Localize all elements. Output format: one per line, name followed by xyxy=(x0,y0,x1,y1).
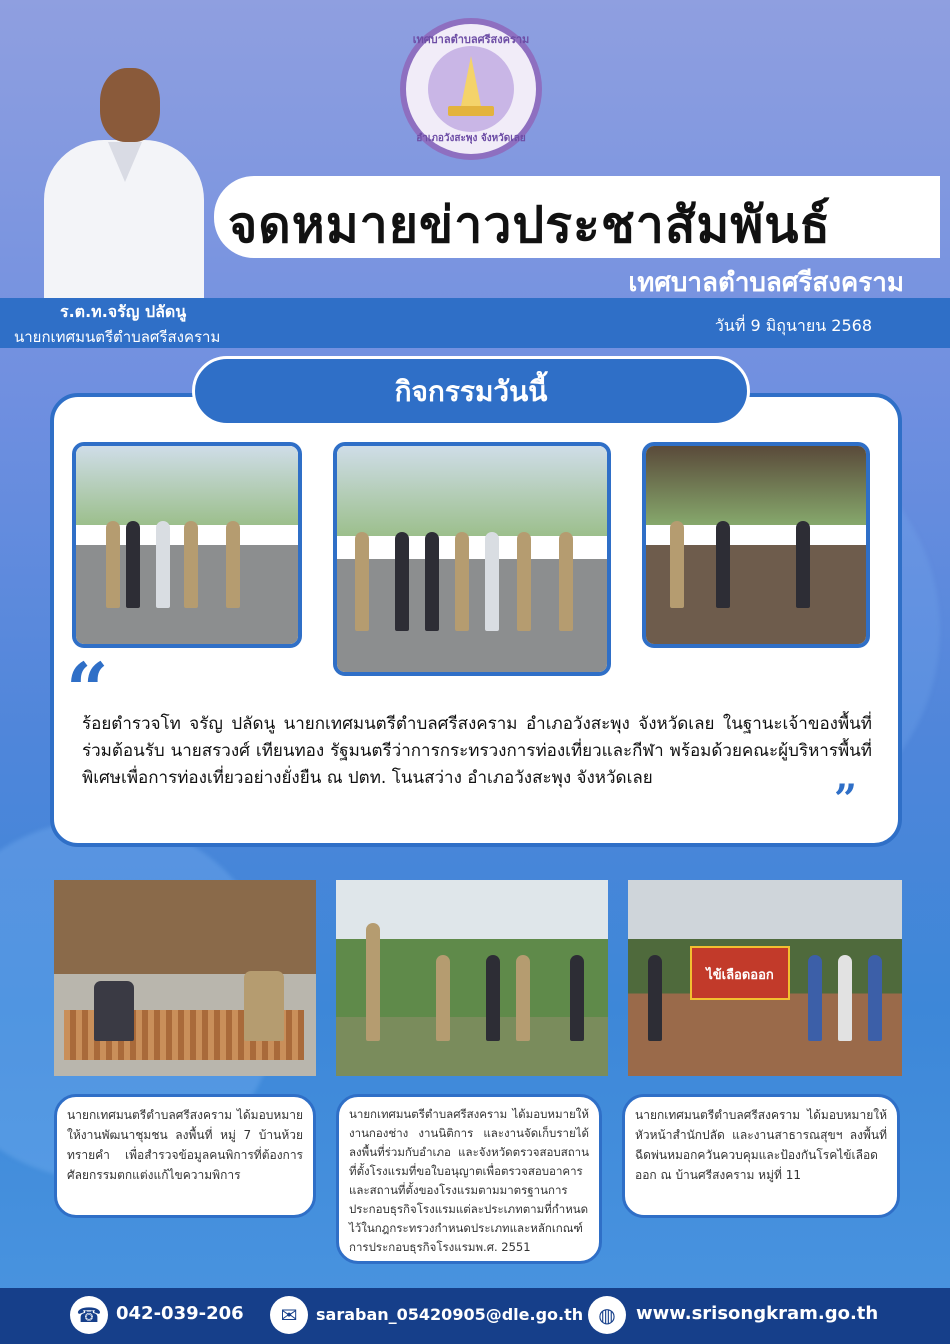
photo-sky xyxy=(337,446,607,536)
mayor-name: ร.ต.ท.จรัญ ปลัดนู xyxy=(60,302,187,321)
person-figure xyxy=(94,981,134,1041)
mayor-photo xyxy=(44,62,204,302)
person-figure xyxy=(455,532,469,631)
photo-sky xyxy=(76,446,298,525)
news-caption-3: นายกเทศมนตรีตำบลศรีสงคราม ได้มอบหมายให้หัวหน้าสำนักปลัด และงานสาธารณสุขฯ ลงพื้นที่ฉีดพ่นหมอกควันควบคุมและป้องกันโรคไข้เลือดออก ณ บ้านศรีสงคราม หมู่ที่ 11 xyxy=(622,1094,900,1218)
quote-open-icon: “ xyxy=(66,648,109,734)
mail-icon: ✉ xyxy=(270,1296,308,1334)
news-photo-1 xyxy=(54,880,316,1076)
person-figure xyxy=(436,955,450,1041)
activity-description: ร้อยตำรวจโท จรัญ ปลัดนู นายกเทศมนตรีตำบลศรีสงคราม อำเภอวังสะพุง จังหวัดเลย ในฐานะเจ้าของพื้นที่ ร่วมต้อนรับ นายสรวงศ์ เทียนทอง รัฐมนตรีว่าการกระทรวงการท่องเที่ยวและกีฬา พร้อมด้วยคณะผู้บริหารพื้นที่พิเศษเพื่อการท่องเที่ยวอย่างยั่งยืน ณ ปตท. โนนสว่าง อำเภอวังสะพุง จังหวัดเลย xyxy=(82,714,872,788)
phone-icon: ☎ xyxy=(70,1296,108,1334)
person-figure xyxy=(796,521,810,608)
banner-text: ไข้เลือดออก xyxy=(706,968,774,983)
news-caption-2: นายกเทศมนตรีตำบลศรีสงคราม ได้มอบหมายให้งานกองช่าง งานนิติการ และงานจัดเก็บรายได้ ลงพื้นที่ร่วมกับอำเภอ และจังหวัดตรวจสอบสถานที่ตั้งโรงแรมที่ขอใบอนุญาตเพื่อตรวจสอบอาคาร และสถานที่ตั้งของโรงแรมตามมาตรฐานการประกอบธุรกิจโรงแรมแต่ละประเภทตามที่กำหนดไว้ในกฎกระทรวงกำหนดประเภทและหลักเกณฑ์การประกอบธุรกิจโรงแรมพ.ศ. 2551 xyxy=(336,1094,602,1264)
person-figure xyxy=(868,955,882,1041)
photo-sky xyxy=(646,446,866,525)
page-subtitle: เทศบาลตำบลศรีสงคราม xyxy=(628,268,904,298)
person-figure xyxy=(366,923,380,1041)
municipality-logo xyxy=(400,18,542,160)
campaign-banner xyxy=(690,946,790,1000)
logo-text-top: เทศบาลตำบลศรีสงคราม xyxy=(412,33,530,46)
activity-photo-2 xyxy=(333,442,611,676)
person-figure xyxy=(838,955,852,1041)
person-figure xyxy=(244,971,284,1041)
person-figure xyxy=(156,521,170,608)
logo-text-bottom: อำเภอวังสะพุง จังหวัดเลย xyxy=(416,133,526,144)
activity-photo-3 xyxy=(642,442,870,648)
person-figure xyxy=(516,955,530,1041)
news-caption-1: นายกเทศมนตรีตำบลศรีสงคราม ได้มอบหมายให้งานพัฒนาชุมชน ลงพื้นที่ หมู่ 7 บ้านห้วยทรายคำ เพื่อสำรวจข้อมูลคนพิการที่ต้องการศัลยกรรมตกแต่งแก้ไขความพิการ xyxy=(54,1094,316,1218)
mayor-head xyxy=(100,68,160,142)
person-figure xyxy=(126,521,140,608)
person-figure xyxy=(648,955,662,1041)
person-figure xyxy=(485,532,499,631)
news-photo-3 xyxy=(628,880,902,1076)
person-figure xyxy=(517,532,531,631)
globe-icon: ◍ xyxy=(588,1296,626,1334)
person-figure xyxy=(226,521,240,608)
stupa-base xyxy=(448,106,494,116)
footer-website[interactable]: www.srisongkram.go.th xyxy=(636,1303,879,1324)
quote-close-icon: ” xyxy=(834,776,858,823)
person-figure xyxy=(670,521,684,608)
person-figure xyxy=(355,532,369,631)
news-photo-2 xyxy=(336,880,608,1076)
issue-date: วันที่ 9 มิถุนายน 2568 xyxy=(714,316,872,335)
person-figure xyxy=(184,521,198,608)
activity-heading: กิจกรรมวันนี้ xyxy=(394,375,548,408)
person-figure xyxy=(808,955,822,1041)
mayor-position: นายกเทศมนตรีตำบลศรีสงคราม xyxy=(14,328,221,346)
page-title: จดหมายข่าวประชาสัมพันธ์ xyxy=(228,196,831,254)
stupa-icon xyxy=(461,56,481,106)
activity-photo-1 xyxy=(72,442,302,648)
person-figure xyxy=(559,532,573,631)
person-figure xyxy=(486,955,500,1041)
person-figure xyxy=(570,955,584,1041)
person-figure xyxy=(716,521,730,608)
footer-email[interactable]: saraban_05420905@dle.go.th xyxy=(316,1305,584,1324)
person-figure xyxy=(106,521,120,608)
footer-phone[interactable]: 042-039-206 xyxy=(116,1303,244,1324)
person-figure xyxy=(425,532,439,631)
person-figure xyxy=(395,532,409,631)
